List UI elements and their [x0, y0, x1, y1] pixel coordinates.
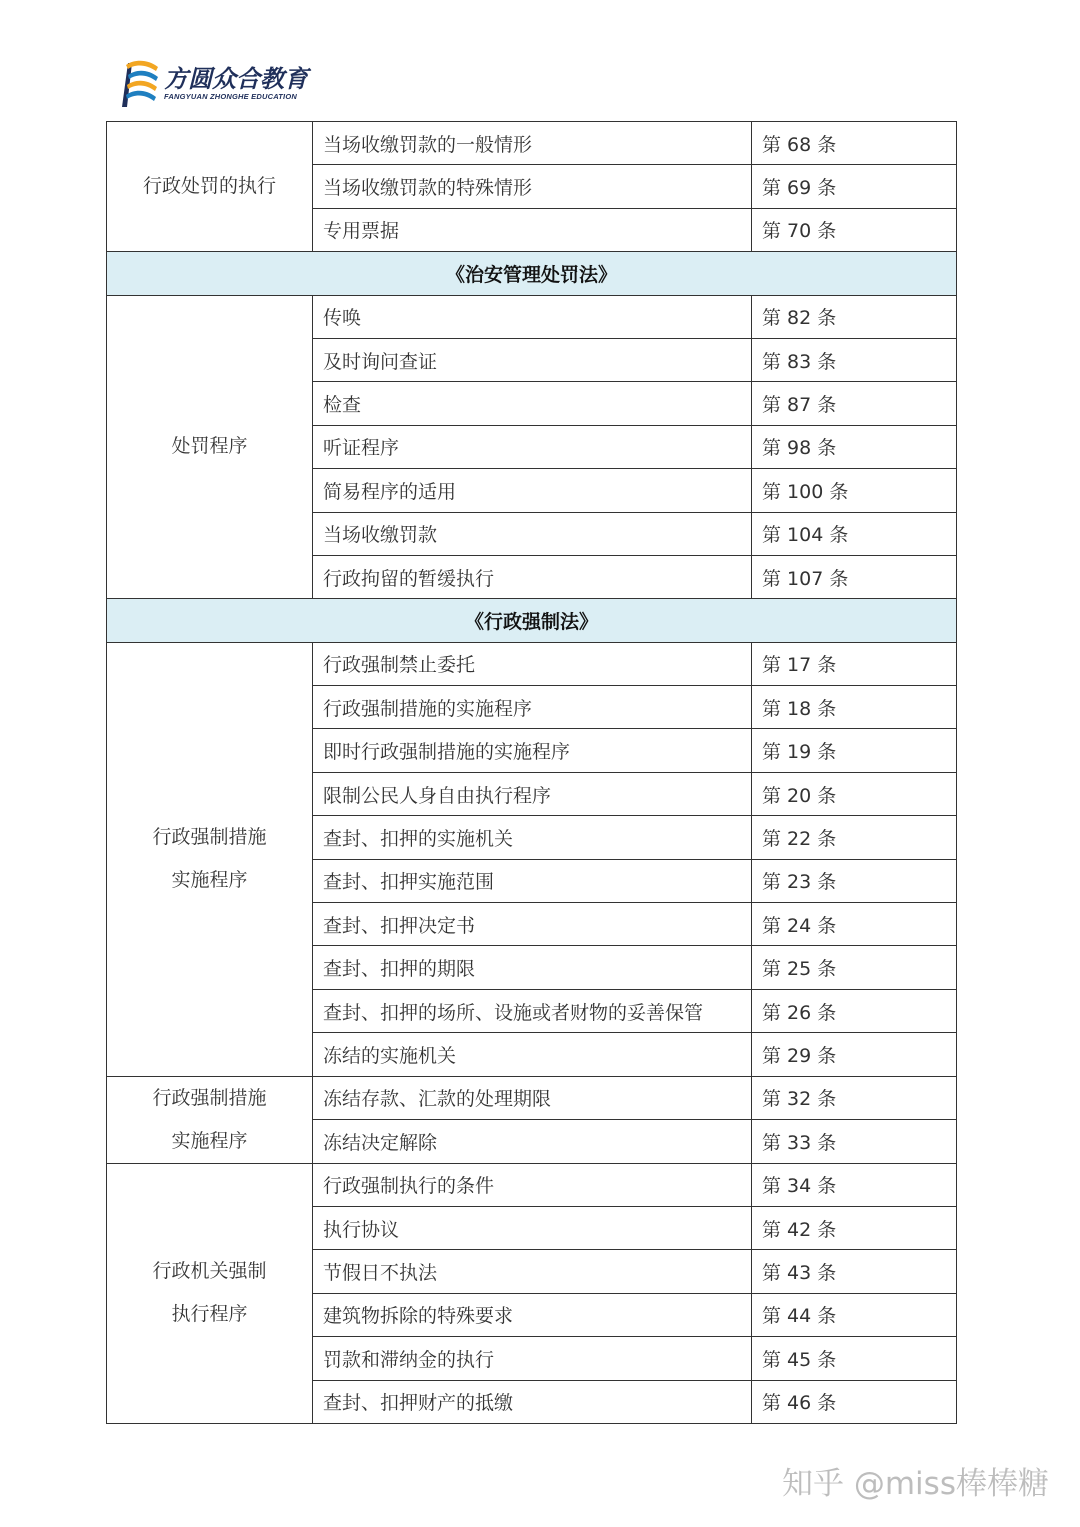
law-articles-table [106, 121, 957, 1424]
article-cell: 第 22 条 [752, 816, 957, 859]
item-cell: 行政拘留的暂缓执行 [313, 555, 752, 598]
category-cell [107, 1076, 313, 1163]
item-cell: 查封、扣押的场所、设施或者财物的妥善保管 [313, 989, 752, 1032]
article-cell: 第 87 条 [752, 382, 957, 425]
item-cell: 当场收缴罚款的一般情形 [313, 122, 752, 165]
law-title: 《行政强制法》 [107, 599, 957, 642]
table-row [107, 1163, 957, 1206]
article-cell: 第 104 条 [752, 512, 957, 555]
brand-logo [120, 55, 308, 111]
item-cell: 查封、扣押决定书 [313, 903, 752, 946]
article-cell: 第 17 条 [752, 642, 957, 685]
article-cell: 第 23 条 [752, 859, 957, 902]
category-label: 实施程序 [171, 1129, 248, 1152]
item-cell: 听证程序 [313, 425, 752, 468]
item-cell: 即时行政强制措施的实施程序 [313, 729, 752, 772]
article-cell: 第 34 条 [752, 1163, 957, 1206]
table-row [107, 295, 957, 338]
item-cell: 当场收缴罚款 [313, 512, 752, 555]
item-cell: 节假日不执法 [313, 1250, 752, 1293]
law-title-row [107, 252, 957, 295]
item-cell: 查封、扣押财产的抵缴 [313, 1380, 752, 1423]
category-label: 行政强制措施 [152, 1086, 267, 1109]
article-cell: 第 33 条 [752, 1120, 957, 1164]
article-cell: 第 24 条 [752, 903, 957, 946]
item-cell: 冻结决定解除 [313, 1120, 752, 1164]
item-cell: 传唤 [313, 295, 752, 338]
item-cell: 冻结存款、汇款的处理期限 [313, 1076, 752, 1120]
category-cell [107, 295, 313, 599]
article-cell: 第 42 条 [752, 1206, 957, 1249]
category-cell [107, 1163, 313, 1423]
category-label: 行政强制措施 [152, 826, 267, 849]
category-label: 行政处罚的执行 [142, 175, 276, 198]
item-cell: 行政强制禁止委托 [313, 642, 752, 685]
article-cell: 第 18 条 [752, 686, 957, 729]
item-cell: 查封、扣押的期限 [313, 946, 752, 989]
item-cell: 冻结的实施机关 [313, 1033, 752, 1076]
category-label: 实施程序 [171, 869, 248, 892]
item-cell: 罚款和滞纳金的执行 [313, 1337, 752, 1380]
category-label: 执行程序 [171, 1303, 248, 1326]
item-cell: 当场收缴罚款的特殊情形 [313, 165, 752, 208]
table-row [107, 122, 957, 165]
article-cell: 第 107 条 [752, 555, 957, 598]
category-label: 处罚程序 [171, 435, 248, 458]
article-cell: 第 19 条 [752, 729, 957, 772]
item-cell: 检查 [313, 382, 752, 425]
item-cell: 行政强制措施的实施程序 [313, 686, 752, 729]
article-cell: 第 70 条 [752, 208, 957, 251]
item-cell: 查封、扣押的实施机关 [313, 816, 752, 859]
article-cell: 第 29 条 [752, 1033, 957, 1076]
article-cell: 第 43 条 [752, 1250, 957, 1293]
category-cell [107, 642, 313, 1076]
table-row [107, 1076, 957, 1120]
article-cell: 第 68 条 [752, 122, 957, 165]
article-cell: 第 45 条 [752, 1337, 957, 1380]
article-cell: 第 69 条 [752, 165, 957, 208]
category-cell [107, 122, 313, 252]
article-cell: 第 83 条 [752, 338, 957, 381]
category-label: 行政机关强制 [152, 1260, 267, 1283]
article-cell: 第 44 条 [752, 1293, 957, 1336]
article-cell: 第 98 条 [752, 425, 957, 468]
law-title: 《治安管理处罚法》 [107, 252, 957, 295]
table-row [107, 642, 957, 685]
item-cell: 限制公民人身自由执行程序 [313, 772, 752, 815]
item-cell: 行政强制执行的条件 [313, 1163, 752, 1206]
law-title-row [107, 599, 957, 642]
item-cell: 建筑物拆除的特殊要求 [313, 1293, 752, 1336]
logo-chinese-name: 方圆众合教育 [164, 64, 308, 93]
item-cell: 查封、扣押实施范围 [313, 859, 752, 902]
article-cell: 第 26 条 [752, 989, 957, 1032]
article-cell: 第 100 条 [752, 469, 957, 512]
logo-english-name: FANGYUAN ZHONGHE EDUCATION [164, 91, 297, 101]
logo-mark-icon [120, 57, 160, 109]
article-cell: 第 46 条 [752, 1380, 957, 1423]
article-cell: 第 32 条 [752, 1076, 957, 1120]
article-cell: 第 25 条 [752, 946, 957, 989]
article-cell: 第 20 条 [752, 772, 957, 815]
article-cell: 第 82 条 [752, 295, 957, 338]
item-cell: 专用票据 [313, 208, 752, 251]
item-cell: 简易程序的适用 [313, 469, 752, 512]
item-cell: 及时询问查证 [313, 338, 752, 381]
item-cell: 执行协议 [313, 1206, 752, 1249]
zhihu-watermark: 知乎 @miss棒棒糖 [782, 1466, 1049, 1502]
